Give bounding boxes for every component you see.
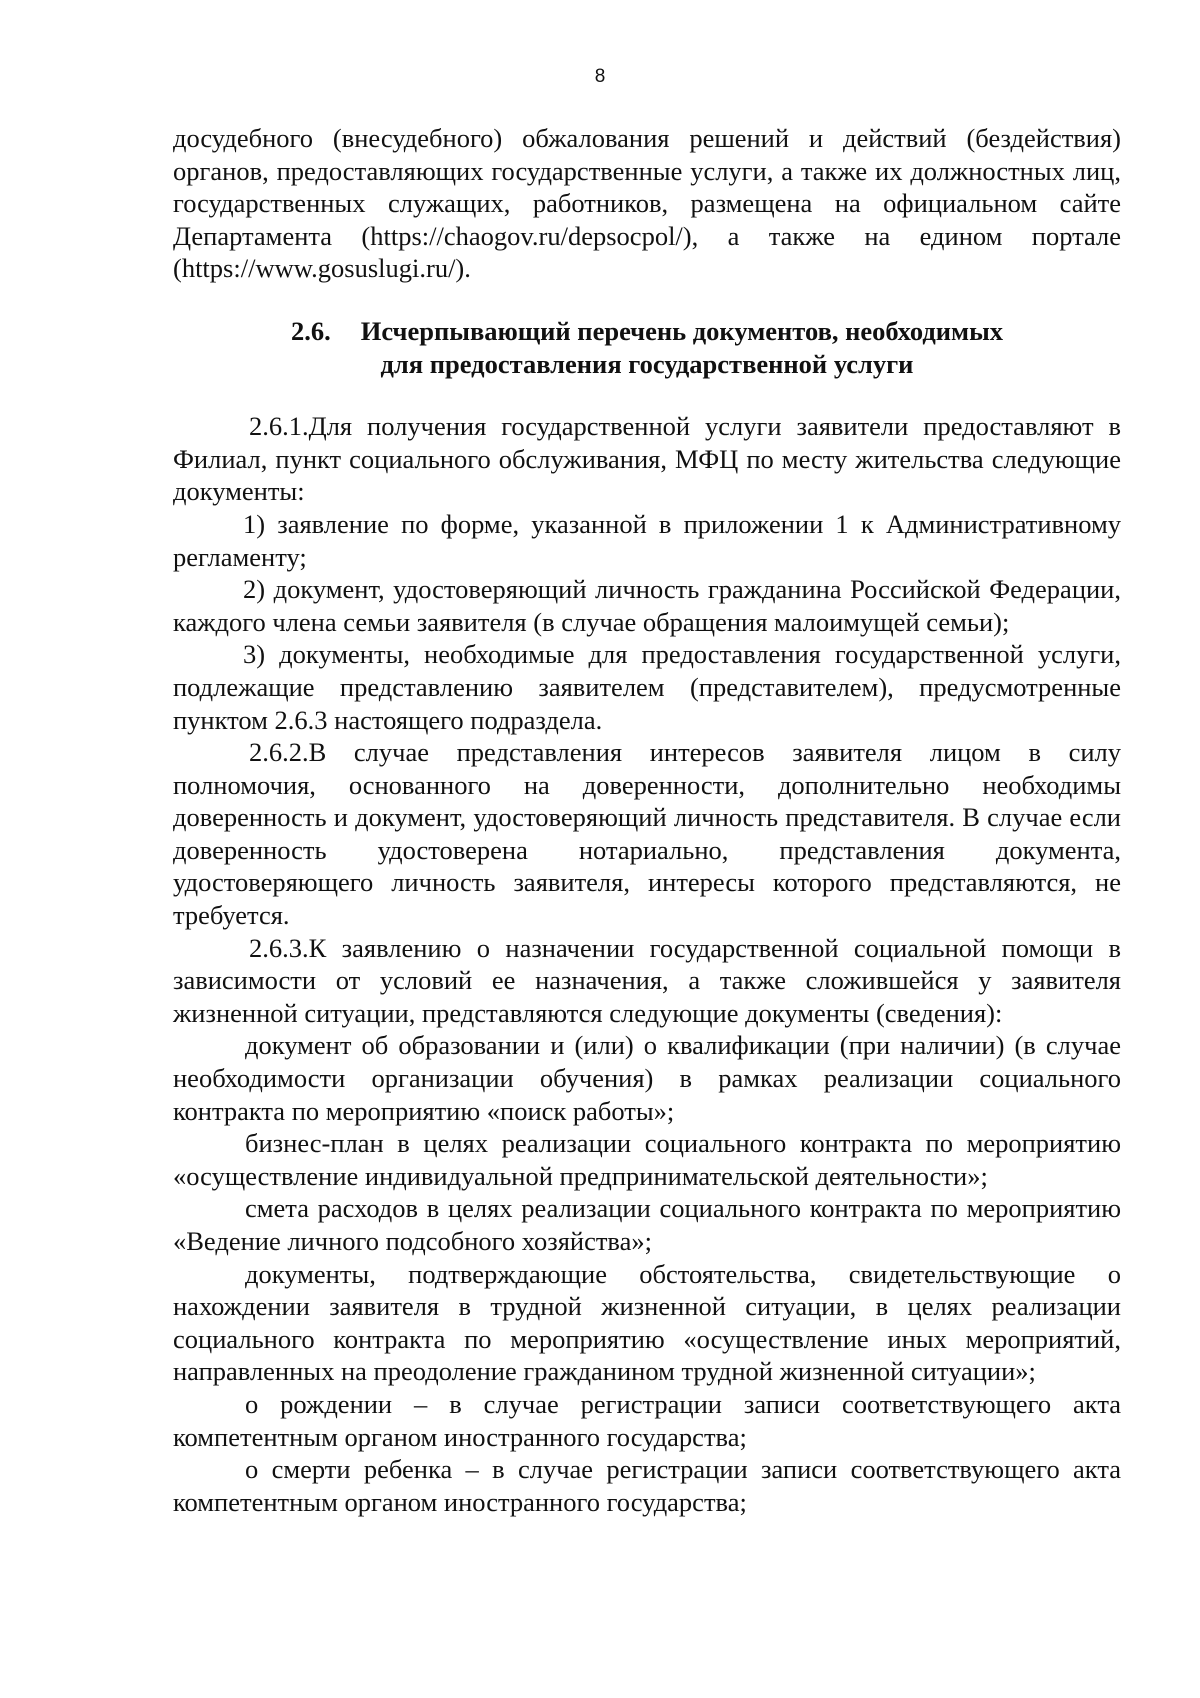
paragraph-2-6-1: 2.6.1.Для получения государственной услуги заявители предоставляют в Филиал, пункт социального обслуживания, МФЦ по месту жительства следующие документы: xyxy=(173,411,1121,507)
document-body xyxy=(173,122,1121,1518)
doc-education: документ об образовании и (или) о квалификации (при наличии) (в случае необходимости организации обучения) в рамках реализации социального контракта по мероприятию «поиск работы»; xyxy=(173,1030,1121,1126)
doc-estimate: смета расходов в целях реализации социального контракта по мероприятию «Ведение личного подсобного хозяйства»; xyxy=(173,1193,1121,1256)
doc-death: о смерти ребенка – в случае регистрации записи соответствующего акта компетентным органом иностранного государства; xyxy=(173,1454,1121,1517)
paragraph-2-6-2: 2.6.2.В случае представления интересов заявителя лицом в силу полномочия, основанного на доверенности, дополнительно необходимы доверенность и документ, удостоверяющий личность представителя. В случае если доверенность удостоверена нотариально, представления документа, удостоверяющего личность заявителя, интересы которого представляются, не требуется. xyxy=(173,737,1121,931)
section-title-line1: Исчерпывающий перечень документов, необходимых xyxy=(360,315,1004,346)
doc-birth: о рождении – в случае регистрации записи соответствующего акта компетентным органом иностранного государства; xyxy=(173,1388,1121,1452)
section-heading xyxy=(173,315,1121,380)
list-item-2: 2) документ, удостоверяющий личность гражданина Российской Федерации, каждого члена семьи заявителя (в случае обращения малоимущей семьи); xyxy=(173,574,1121,637)
section-number: 2.6. xyxy=(290,315,331,346)
list-item-3: 3) документы, необходимые для предоставления государственной услуги, подлежащие представлению заявителем (представителем), предусмотренные пунктом 2.6.3 настоящего подраздела. xyxy=(173,639,1121,735)
doc-circumstances: документы, подтверждающие обстоятельства, свидетельствующие о нахождении заявителя в трудной жизненной ситуации, в целях реализации социального контракта по мероприятию «осуществление иных мероприятий, направленных на преодоление гражданином трудной жизненной ситуации»; xyxy=(173,1258,1121,1387)
section-title-line2: для предоставления государственной услуги xyxy=(380,348,914,379)
paragraph-2-6-3: 2.6.3.К заявлению о назначении государственной социальной помощи в зависимости от условий ее назначения, а также сложившейся у заявителя жизненной ситуации, представляются следующие документы (сведения): xyxy=(173,932,1121,1028)
list-item-1: 1) заявление по форме, указанной в приложении 1 к Административному регламенту; xyxy=(173,508,1121,572)
doc-business-plan: бизнес-план в целях реализации социального контракта по мероприятию «осуществление индивидуальной предпринимательской деятельности»; xyxy=(173,1128,1121,1191)
page-number: 8 xyxy=(594,66,606,87)
intro-paragraph: досудебного (внесудебного) обжалования решений и действий (бездействия) органов, предоставляющих государственные услуги, а также их должностных лиц, государственных служащих, работников, размещена на официальном сайте Департамента (https://chaogov.ru/depsocpol/), а также на едином портале (https://www.gosuslugi.ru/). xyxy=(173,123,1121,284)
